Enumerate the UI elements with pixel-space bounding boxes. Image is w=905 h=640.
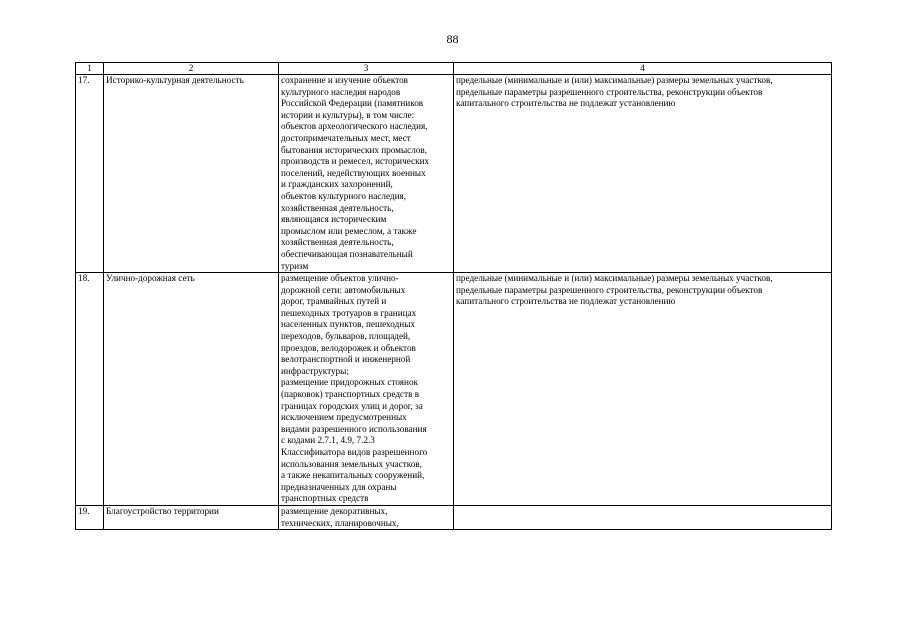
use-type-description: сохранение и изучение объектов культурного наследия народов Российской Федерации (памятников истории и культуры), в том числе: объектов археологического наследия, достопримечательных мест, мест бытования исторических промыслов, производств и ремесел, исторических поселений, недействующих военных и гражданских захоронений, объектов культурного наследия, хозяйственная деятельность, являющаяся историческим промыслом или ремеслом, а также хозяйственная деятельность, обеспечивающая познавательный туризм [279,75,454,273]
column-header-2: 2 [104,63,279,75]
use-type-name: Улично-дорожная сеть [104,273,279,506]
use-type-name: Благоустройство территории [104,505,279,529]
land-use-table [75,62,832,530]
use-type-description: размещение декоративных, технических, планировочных, [279,505,454,529]
table-row [76,505,832,529]
row-number: 19. [76,505,104,529]
column-header-4: 4 [454,63,832,75]
row-number: 18. [76,273,104,506]
use-type-parameters: предельные (минимальные и (или) максимальные) размеры земельных участков, предельные параметры разрешенного строительства, реконструкции объектов капитального строительства не подлежат установлению [454,273,832,506]
table-row [76,273,832,506]
table-row [76,75,832,273]
use-type-description: размещение объектов улично- дорожной сети: автомобильных дорог, трамвайных путей и пешеходных тротуаров в границах населенных пунктов, пешеходных переходов, бульваров, площадей, проездов, велодорожек и объектов велотранспортной и инженерной инфраструктуры; размещение придорожных стоянок (парковок) транспортных средств в границах городских улиц и дорог, за исключением предусмотренных видами разрешенного использования с кодами 2.7.1, 4.9, 7.2.3 Классификатора видов разрешенного использования земельных участков, а также некапитальных сооружений, предназначенных для охраны транспортных средств [279,273,454,506]
use-type-parameters: предельные (минимальные и (или) максимальные) размеры земельных участков, предельные параметры разрешенного строительства, реконструкции объектов капитального строительства не подлежат установлению [454,75,832,273]
use-type-name: Историко-культурная деятельность [104,75,279,273]
page-number: 88 [446,32,459,46]
column-header-3: 3 [279,63,454,75]
table-header-row [76,63,832,75]
column-header-1: 1 [76,63,104,75]
use-type-parameters [454,505,832,529]
row-number: 17. [76,75,104,273]
